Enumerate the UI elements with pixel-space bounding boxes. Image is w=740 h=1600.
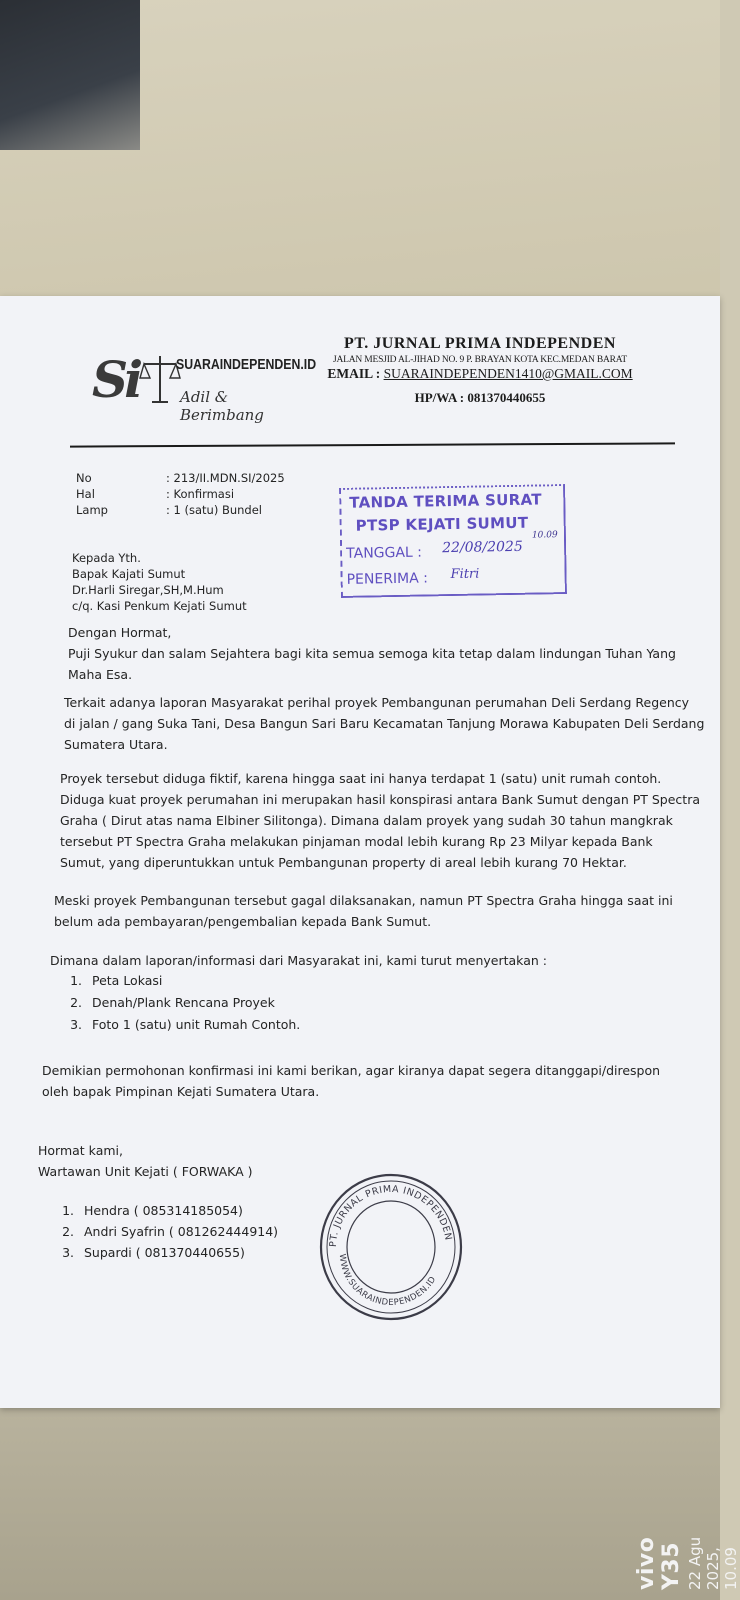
- meta-value: : Konfirmasi: [166, 487, 235, 501]
- list-text: Andri Syafrin ( 081262444914): [84, 1224, 279, 1239]
- paragraph-line: Meski proyek Pembangunan tersebut gagal dilaksanakan, namun PT Spectra Graha hingga saat ini: [54, 893, 673, 908]
- stamp-time-value: 10.09: [531, 530, 558, 541]
- paragraph-line: Demikian permohonan konfirmasi ini kami berikan, agar kiranya dapat segera ditanggapi/direspon: [42, 1063, 661, 1078]
- paragraph-3: [60, 768, 700, 873]
- list-number: 1.: [62, 1203, 74, 1218]
- company-logo: [92, 350, 317, 424]
- email-label: EMAIL :: [327, 366, 384, 381]
- paragraph-line: Proyek tersebut diduga fiktif, karena hingga saat ini hanya terdapat 1 (satu) unit rumah contoh.: [60, 771, 662, 786]
- company-seal: [318, 1172, 464, 1322]
- scales-of-justice-icon: [142, 352, 178, 406]
- meta-row-hal: [76, 486, 285, 502]
- list-number: 3.: [70, 1017, 82, 1032]
- seal-text-bottom: WWW.SUARAINDEPENDEN.ID: [336, 1253, 439, 1309]
- list-number: 2.: [62, 1224, 74, 1239]
- receipt-stamp: [339, 484, 567, 598]
- stamp-date-value: 22/08/2025: [441, 538, 523, 557]
- company-header: [300, 335, 660, 406]
- stamp-date-label: TANGGAL :: [346, 544, 423, 562]
- list-text: Peta Lokasi: [92, 973, 163, 988]
- paragraph-line: Sumut, yang diperuntukkan untuk Pembangunan property di areal lebih kurang 70 Hektar.: [60, 855, 627, 870]
- paragraph-line: tersebut PT Spectra Graha melakukan pinjaman modal lebih kurang Rp 23 Milyar kepada Bank: [60, 834, 653, 849]
- paragraph-line: Sumatera Utara.: [64, 737, 168, 752]
- team-list: [38, 1200, 278, 1263]
- paragraph-4: [54, 890, 673, 932]
- stamp-title: TANDA TERIMA SURAT: [349, 490, 542, 512]
- closing-line: Wartawan Unit Kejati ( FORWAKA ): [38, 1164, 253, 1179]
- paragraph-line: Puji Syukur dan salam Sejahtera bagi kita semua semoga kita tetap dalam lindungan Tuhan Yang: [68, 646, 676, 661]
- logo-brand: SUARAINDEPENDEN.ID: [176, 356, 317, 373]
- logo-tagline: Adil & Berimbang: [180, 388, 264, 424]
- list-item: [38, 1200, 278, 1221]
- company-name: PT. JURNAL PRIMA INDEPENDEN: [344, 335, 616, 352]
- paragraph-line: di jalan / gang Suka Tani, Desa Bangun Sari Baru Kecamatan Tanjung Morawa Kabupaten Deli Serdang: [64, 716, 705, 731]
- greeting-block: [68, 622, 676, 685]
- paragraph-line: Diduga kuat proyek perumahan ini merupakan hasil konspirasi antara Bank Sumut dengan PT Spectra: [60, 792, 701, 807]
- meta-value: : 1 (satu) Bundel: [166, 503, 263, 517]
- paragraph-line: Dimana dalam laporan/informasi dari Masyarakat ini, kami turut menyertakan :: [50, 953, 547, 968]
- list-number: 1.: [70, 973, 82, 988]
- paragraph-line: oleh bapak Pimpinan Kejati Sumatera Utara.: [42, 1084, 320, 1099]
- meta-key: Hal: [76, 487, 95, 501]
- recipient-block: [72, 550, 247, 614]
- closing-block: [38, 1140, 253, 1182]
- greeting: Dengan Hormat,: [68, 625, 172, 640]
- paragraph-line: Maha Esa.: [68, 667, 133, 682]
- meta-row-no: [76, 470, 285, 486]
- meta-key: No: [76, 471, 92, 485]
- email-address: SUARAINDEPENDEN1410@GMAIL.COM: [383, 366, 633, 381]
- logo-initials: Si: [92, 350, 140, 409]
- list-item: [50, 992, 300, 1014]
- company-address: JALAN MESJID AL-JIHAD NO. 9 P. BRAYAN KOTA KEC.MEDAN BARAT: [333, 355, 627, 365]
- recipient-line: c/q. Kasi Penkum Kejati Sumut: [72, 599, 247, 613]
- paragraph-6: [42, 1060, 660, 1102]
- stamp-receiver-value: Fitri: [450, 566, 480, 583]
- table-surface-bottom: [0, 1400, 720, 1600]
- recipient-line: Bapak Kajati Sumut: [72, 567, 186, 581]
- meta-value: : 213/II.MDN.SI/2025: [166, 471, 285, 485]
- list-item: [38, 1242, 278, 1263]
- letter-meta: [76, 470, 285, 518]
- list-text: Denah/Plank Rencana Proyek: [92, 995, 275, 1010]
- recipient-line: Dr.Harli Siregar,SH,M.Hum: [72, 583, 224, 597]
- stamp-receiver-label: PENERIMA :: [346, 570, 429, 588]
- recipient-line: Kepada Yth.: [72, 551, 141, 565]
- company-email: [300, 366, 660, 382]
- list-number: 3.: [62, 1245, 74, 1260]
- attachment-list: [50, 970, 300, 1036]
- stamp-office: PTSP KEJATI SUMUT: [355, 513, 529, 535]
- list-item: [50, 970, 300, 992]
- meta-row-lamp: [76, 502, 285, 518]
- paragraph-line: Graha ( Dirut atas nama Elbiner Silitonga). Dimana dalam proyek yang sudah 30 tahun mangkrak: [60, 813, 673, 828]
- background-object: [0, 0, 140, 150]
- watermark-datetime: 22 Agu 2025, 10.09: [686, 1536, 740, 1590]
- company-phone: HP/WA : 081370440655: [414, 390, 546, 405]
- list-text: Hendra ( 085314185054): [84, 1203, 243, 1218]
- meta-key: Lamp: [76, 503, 108, 517]
- seal-text-top: PT. JURNAL PRIMA INDEPENDEN: [327, 1183, 454, 1248]
- svg-text:PT. JURNAL PRIMA INDEPENDEN: [328, 1184, 454, 1247]
- closing-line: Hormat kami,: [38, 1143, 123, 1158]
- watermark-brand: vivo Y35: [634, 1536, 684, 1590]
- list-item: [38, 1221, 278, 1242]
- paragraph-line: belum ada pembayaran/pengembalian kepada Bank Sumut.: [54, 914, 432, 929]
- paragraph-2: [64, 692, 704, 755]
- paragraph-5: [50, 950, 547, 971]
- list-item: [50, 1014, 300, 1036]
- paragraph-line: Terkait adanya laporan Masyarakat perihal proyek Pembangunan perumahan Deli Serdang Regency: [64, 695, 690, 710]
- list-number: 2.: [70, 995, 82, 1010]
- list-text: Supardi ( 081370440655): [84, 1245, 245, 1260]
- camera-watermark: [634, 1504, 740, 1590]
- list-text: Foto 1 (satu) unit Rumah Contoh.: [92, 1017, 301, 1032]
